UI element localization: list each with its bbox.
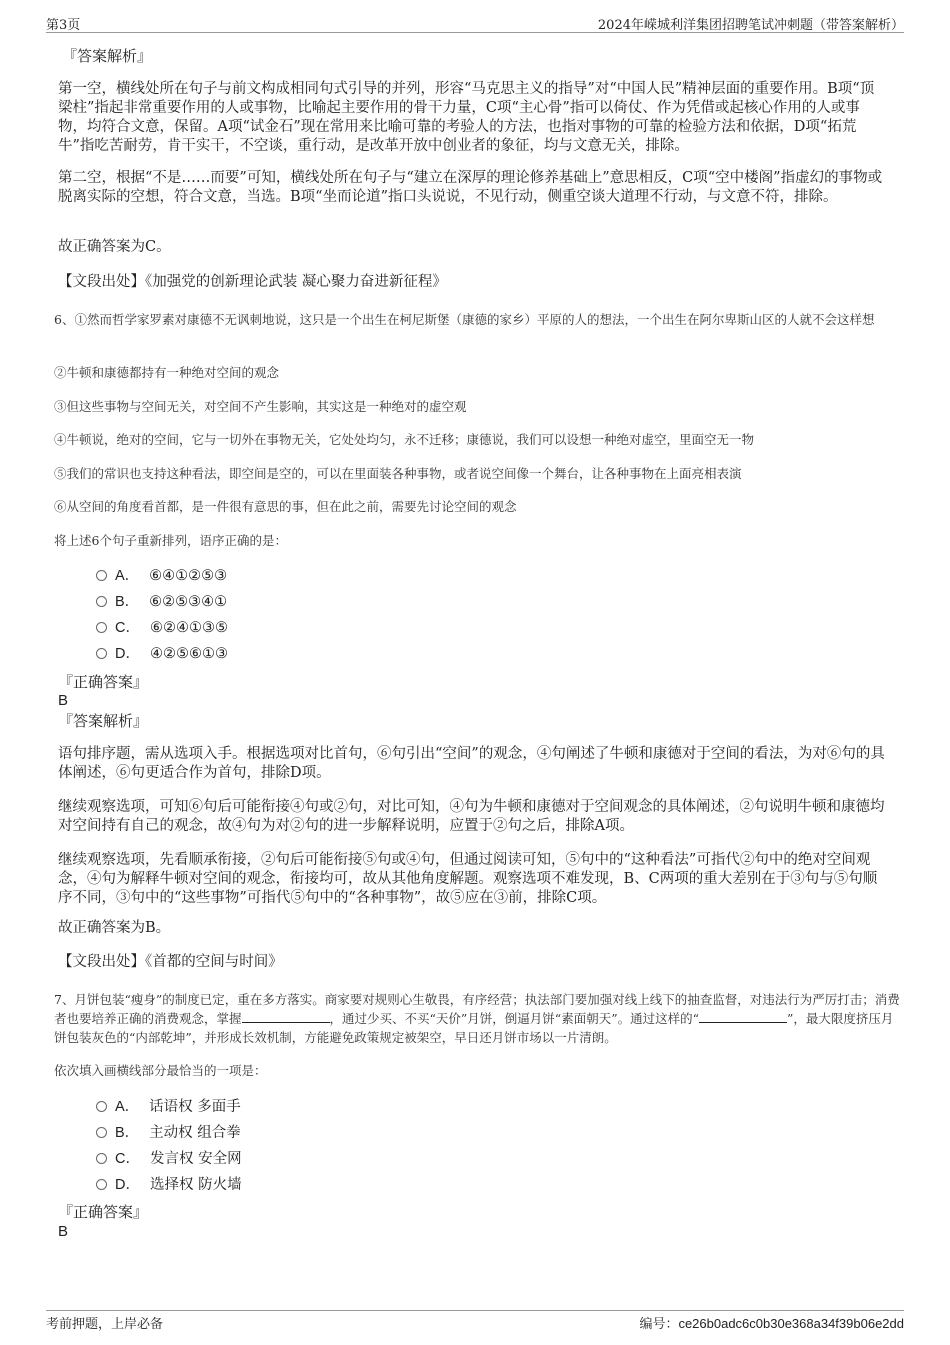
page-footer — [46, 1310, 904, 1331]
analysis-paragraph: 第一空，横线处所在句子与前文构成相同句式引导的并列，形容“马克思主义的指导”对“中国人民”精神层面的重要作用。B项“顶梁柱”指起非常重要作用的人或事物，比喻起主要作用的骨干力量，C项“主心骨”指可以倚仗、作为凭借或起核心作用的人或事物，均符合文意，保留。A项“试金石”现在常用来比喻可靠的考验人的方法，也指对事物的可靠的检验方法和依据，D项“拓荒牛”指吃苦耐劳，肯干实干，不空谈，重行动，是改革开放中创业者的象征，均与文意无关，排除。 — [58, 81, 875, 154]
sentence-item: ⑥从空间的角度看首都，是一件很有意思的事，但在此之前，需要先讨论空间的观念 — [54, 499, 517, 514]
question-stem: 6、①然而哲学家罗素对康德不无讽刺地说，这只是一个出生在柯尼斯堡（康德的家乡）平原的人的想法，一个出生在阿尔卑斯山区的人就不会这样想 — [54, 312, 875, 327]
option-a[interactable]: A． 话语权 多面手 — [96, 1097, 241, 1117]
option-c[interactable]: C． ⑥②④①③⑤ — [96, 618, 228, 638]
sentence-item: ③但这些事物与空间无关，对空间不产生影响，其实这是一种绝对的虚空观 — [54, 399, 467, 414]
analysis-paragraph: 语句排序题，需从选项入手。根据选项对比首句，⑥句引出“空间”的观念，④句阐述了牛顿和康德对于空间的看法，为对⑥句的具体阐述，⑥句更适合作为首句，排除D项。 — [58, 746, 885, 781]
fill-blank — [242, 1010, 330, 1023]
analysis-conclusion: 故正确答案为B。 — [58, 920, 171, 936]
question-prompt: 依次填入画横线部分最恰当的一项是： — [54, 1063, 267, 1078]
analysis-conclusion: 故正确答案为C。 — [58, 239, 171, 255]
question-stem: 7、月饼包装“瘦身”的制度已定，重在多方落实。商家要对规则心生敬畏，有序经营；执法部门要加强对线上线下的抽查监督，对违法行为严厉打击；消费者也要培养正确的消费观念，掌握 ，通过少买、不买“天价”月饼，倒逼月饼“素面朝天”。通过这样的“ ”，最大限度挤压月饼包装灰色的“内部乾坤”，并形成长效机制，方能避免政策规定被架空，早日还月饼市场以一片清朗。 — [54, 992, 900, 1045]
source-citation: 【文段出处】《加强党的创新理论武装 凝心聚力奋进新征程》 — [58, 274, 447, 290]
correct-answer: B — [58, 1223, 69, 1240]
correct-answer: B — [58, 692, 69, 709]
radio-icon[interactable] — [96, 596, 107, 607]
radio-icon[interactable] — [96, 622, 107, 633]
sentence-item: ②牛顿和康德都持有一种绝对空间的观念 — [54, 365, 280, 380]
analysis-paragraph: 继续观察选项，可知⑥句后可能衔接④句或②句，对比可知，④句为牛顿和康德对于空间观念的具体阐述，②句说明牛顿和康德均对空间持有自己的观念，故④句为对②句的进一步解释说明，应置于②句之后，排除A项。 — [58, 799, 885, 834]
option-d[interactable]: D． 选择权 防火墙 — [96, 1175, 242, 1195]
radio-icon[interactable] — [96, 1153, 107, 1164]
option-b[interactable]: B． 主动权 组合拳 — [96, 1123, 241, 1143]
fill-blank — [699, 1010, 787, 1023]
sentence-item: ④牛顿说，绝对的空间，它与一切外在事物无关，它处处均匀，永不迁移；康德说，我们可以设想一种绝对虚空，里面空无一物 — [54, 432, 755, 447]
radio-icon[interactable] — [96, 1127, 107, 1138]
analysis-paragraph: 继续观察选项，先看顺承衔接，②句后可能衔接⑤句或④句，但通过阅读可知，⑤句中的“这种看法”可指代②句中的绝对空间观念，④句为解释牛顿对空间的观念，衔接均可，故从其他角度解题。观察选项不难发现，B、C两项的重大差别在于③句与⑤句顺序不同，③句中的“这些事物”可指代⑤句中的“各种事物”，故⑤应在③前，排除C项。 — [58, 852, 878, 906]
question-prompt: 将上述6个句子重新排列，语序正确的是： — [54, 533, 287, 548]
radio-icon[interactable] — [96, 570, 107, 581]
radio-icon[interactable] — [96, 1101, 107, 1112]
page-number: 第3页 — [46, 18, 81, 33]
option-a[interactable]: A． ⑥④①②⑤③ — [96, 566, 227, 586]
option-b[interactable]: B． ⑥②⑤③④① — [96, 592, 227, 612]
analysis-label: 『答案解析』 — [58, 712, 149, 730]
footer-slogan: 考前押题，上岸必备 — [46, 1317, 164, 1332]
source-citation: 【文段出处】《首都的空间与时间》 — [58, 954, 283, 970]
analysis-label: 『答案解析』 — [62, 47, 153, 65]
page-header — [46, 12, 904, 33]
sentence-item: ⑤我们的常识也支持这种看法，即空间是空的，可以在里面装各种事物，或者说空间像一个舞台，让各种事物在上面亮相表演 — [54, 466, 742, 481]
radio-icon[interactable] — [96, 1179, 107, 1190]
option-d[interactable]: D． ④②⑤⑥①③ — [96, 644, 228, 664]
analysis-paragraph: 第二空，根据“不是……而要”可知，横线处所在句子与“建立在深厚的理论修养基础上”意思相反，C项“空中楼阁”指虚幻的事物或脱离实际的空想，符合文意，当选。B项“坐而论道”指口头说说，不见行动，侧重空谈大道理不行动，与文意不符，排除。 — [58, 170, 883, 205]
document-title: 2024年嵘城利洋集团招聘笔试冲刺题（带答案解析） — [597, 18, 904, 33]
correct-answer-label: 『正确答案』 — [58, 1203, 149, 1221]
document-id: 编号：ce26b0adc6c0b30e368a34f39b06e2dd — [639, 1316, 904, 1331]
radio-icon[interactable] — [96, 648, 107, 659]
option-c[interactable]: C． 发言权 安全网 — [96, 1149, 242, 1169]
correct-answer-label: 『正确答案』 — [58, 673, 149, 691]
